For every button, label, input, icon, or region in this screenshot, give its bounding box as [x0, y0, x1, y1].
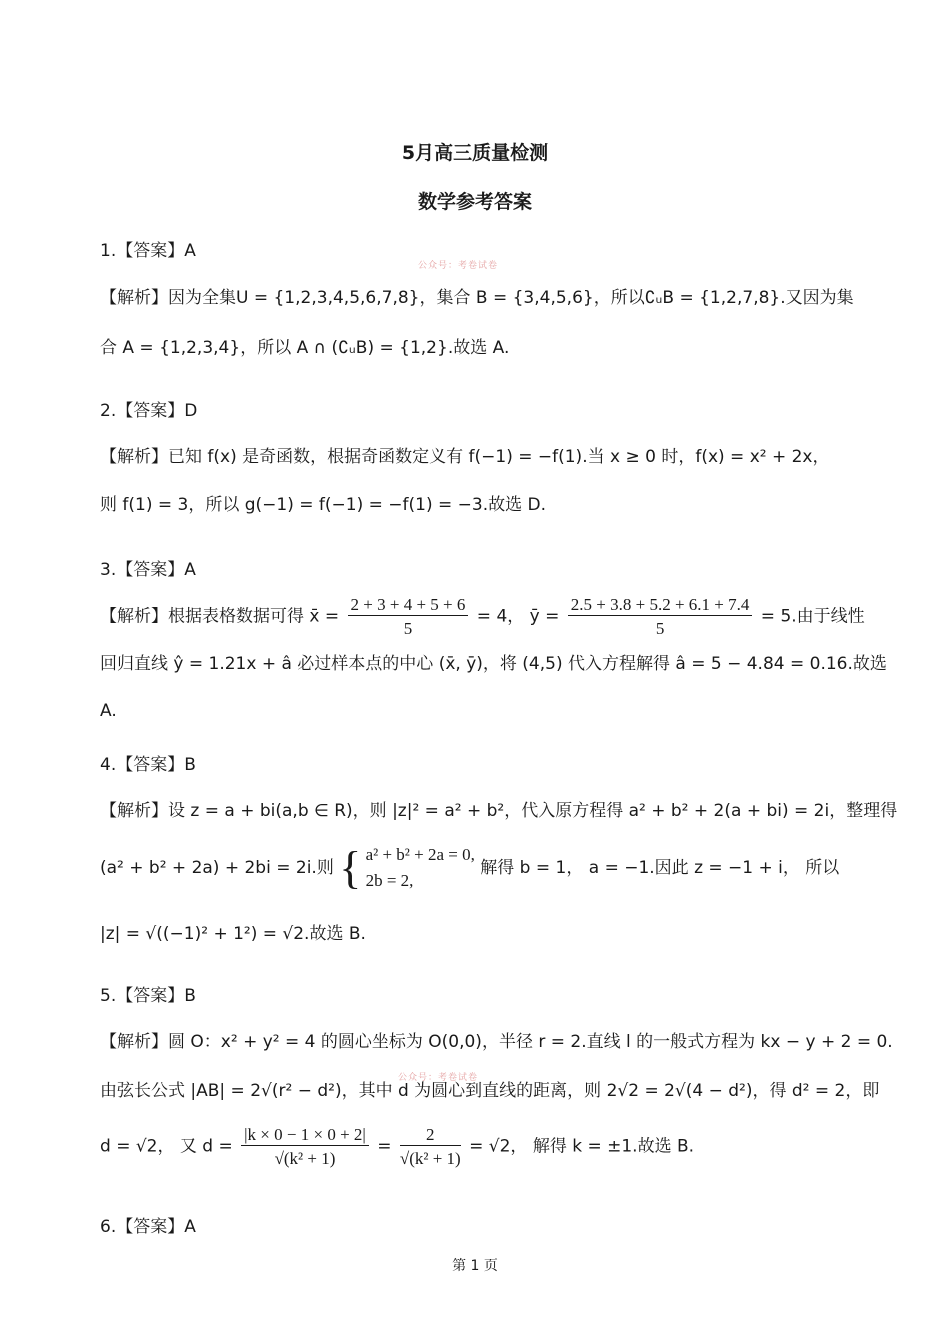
fraction-y-mean-denominator: 5 [655, 619, 665, 638]
equation-row-2: 2b = 2, [365, 871, 414, 890]
fraction-simplified-denominator: √(k² + 1) [399, 1149, 461, 1168]
equals-sign: = [377, 1136, 392, 1157]
solution-4-line-3: |z| = √((−1)² + 1²) = √2.故选 B. [100, 924, 366, 944]
solution-4-suffix: 解得 b = 1， a = −1.因此 z = −1 + i， 所以 [480, 858, 840, 878]
equation-rows [366, 842, 475, 894]
fraction-distance-numerator: |k × 0 − 1 × 0 + 2| [241, 1126, 369, 1146]
equation-system [339, 842, 475, 894]
equation-row-1: a² + b² + 2a = 0, [365, 845, 475, 864]
watermark-2: 公众号：考卷试卷 [398, 1073, 479, 1083]
page-number: 第 1 页 [452, 1258, 498, 1274]
solution-3-line-3: A. [100, 701, 117, 721]
watermark: 公众号：考卷试卷 [418, 261, 499, 271]
answer-3: 3.【答案】A [100, 560, 196, 580]
solution-3-line-2: 回归直线 ŷ = 1.21x + â 必过样本点的中心 (x̄, ȳ)，将 (4,5) 代入方程解得 â = 5 − 4.84 = 0.16.故选 [100, 654, 887, 674]
solution-3-suffix: = 5.由于线性 [760, 606, 865, 627]
solution-1-line-1: 【解析】因为全集U = {1,2,3,4,5,6,7,8}，集合 B = {3,4,5,6}，所以∁ᵤB = {1,2,7,8}.又因为集 [100, 288, 854, 308]
solution-5-suffix: = √2， 解得 k = ±1.故选 B. [469, 1136, 695, 1157]
solution-4-line-2 [100, 842, 839, 894]
solution-4-prefix: (a² + b² + 2a) + 2bi = 2i.则 [100, 858, 334, 878]
solution-5-prefix: d = √2， 又 d = [100, 1136, 233, 1157]
fraction-distance [241, 1126, 369, 1167]
fraction-simplified-numerator: 2 [400, 1126, 461, 1146]
solution-5-line-2: 由弦长公式 |AB| = 2√(r² − d²)，其中 d 为圆心到直线的距离，则 2√2 = 2√(4 − d²)，得 d² = 2，即 [100, 1081, 880, 1101]
page-subtitle: 数学参考答案 [417, 191, 532, 213]
solution-2-line-1: 【解析】已知 f(x) 是奇函数，根据奇函数定义有 f(−1) = −f(1).当 x ≥ 0 时，f(x) = x² + 2x， [100, 447, 830, 467]
fraction-simplified [400, 1126, 461, 1167]
fraction-x-mean-denominator: 5 [403, 619, 413, 638]
solution-3-mid: = 4， ȳ = [476, 606, 560, 627]
solution-5-line-3 [100, 1126, 694, 1167]
solution-3-prefix: 【解析】根据表格数据可得 x̄ = [100, 606, 340, 627]
answer-4: 4.【答案】B [100, 755, 196, 775]
solution-1-line-2: 合 A = {1,2,3,4}，所以 A ∩ (∁ᵤB) = {1,2}.故选 A. [100, 338, 510, 358]
fraction-y-mean [568, 596, 753, 637]
fraction-y-mean-numerator: 2.5 + 3.8 + 5.2 + 6.1 + 7.4 [568, 596, 753, 616]
answer-1: 1.【答案】A [100, 241, 196, 261]
solution-5-line-1: 【解析】圆 O：x² + y² = 4 的圆心坐标为 O(0,0)，半径 r = 2.直线 l 的一般式方程为 kx − y + 2 = 0. [100, 1032, 893, 1052]
answer-6: 6.【答案】A [100, 1217, 196, 1237]
solution-4-line-1: 【解析】设 z = a + bi(a,b ∈ R)，则 |z|² = a² + b²，代入原方程得 a² + b² + 2(a + bi) = 2i，整理得 [100, 801, 898, 821]
solution-2-line-2: 则 f(1) = 3，所以 g(−1) = f(−1) = −f(1) = −3.故选 D. [100, 495, 546, 515]
left-brace: { [339, 842, 362, 893]
answer-2: 2.【答案】D [100, 401, 198, 421]
fraction-x-mean-numerator: 2 + 3 + 4 + 5 + 6 [348, 596, 469, 616]
page-title: 5月高三质量检测 [401, 142, 549, 164]
solution-3-line-1 [100, 596, 865, 637]
fraction-distance-denominator: √(k² + 1) [274, 1149, 336, 1168]
answer-5: 5.【答案】B [100, 986, 196, 1006]
fraction-x-mean [348, 596, 469, 637]
